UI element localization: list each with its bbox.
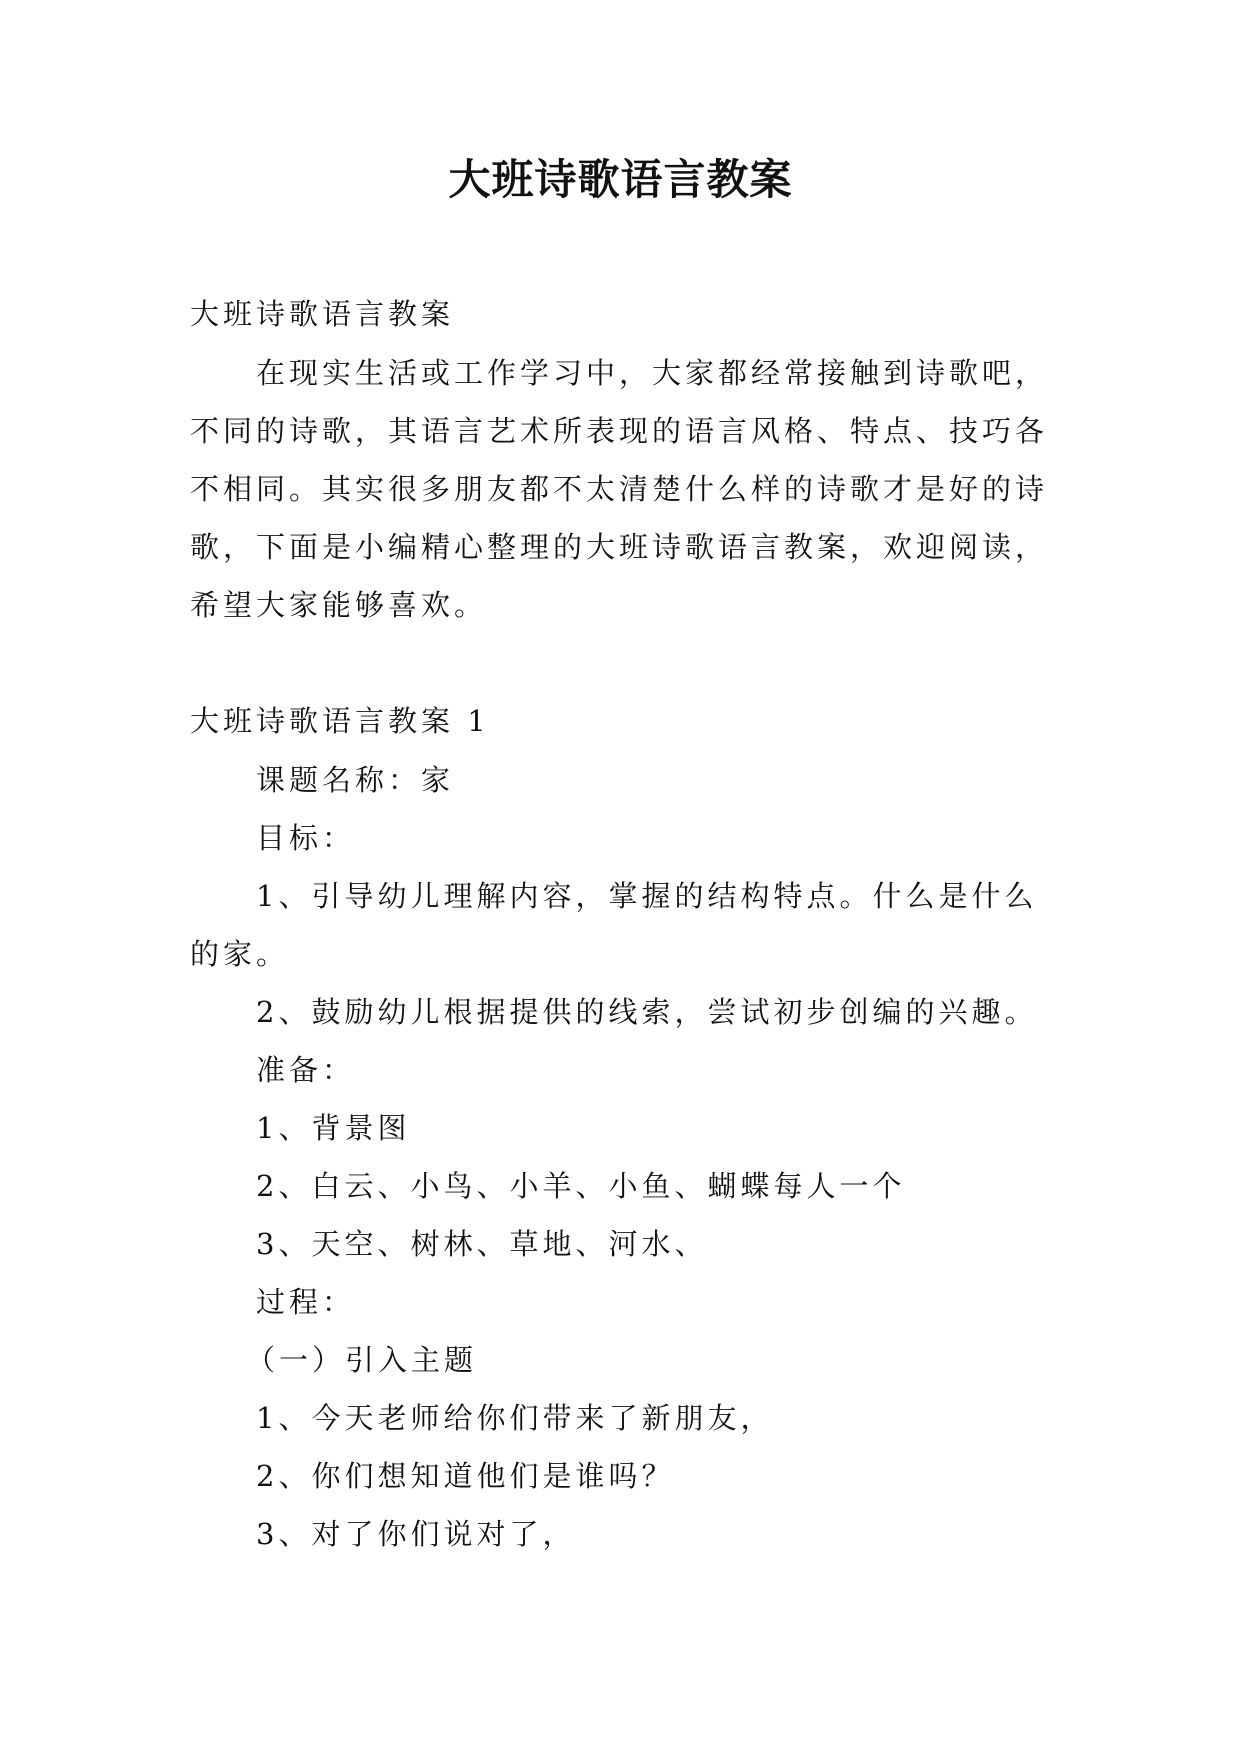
intro-line-1: 在现实生活或工作学习中，大家都经常接触到诗歌吧， (256, 356, 1049, 390)
goal-2: 2、鼓励幼儿根据提供的线索，尝试初步创编的兴趣。 (256, 995, 1038, 1029)
subtitle: 大班诗歌语言教案 (190, 297, 455, 331)
intro-line-2: 不同的诗歌，其语言艺术所表现的语言风格、特点、技巧各 (190, 414, 1049, 448)
goal-label: 目标： (256, 821, 356, 855)
goal-1-line-2: 的家。 (190, 937, 290, 971)
section-heading: 大班诗歌语言教案 1 (190, 704, 490, 738)
step-item-2: 2、你们想知道他们是谁吗？ (256, 1459, 675, 1493)
goal-1-line-1: 1、引导幼儿理解内容，掌握的结构特点。什么是什么 (256, 879, 1038, 913)
prep-item-1: 1、背景图 (256, 1111, 411, 1145)
intro-line-4: 歌，下面是小编精心整理的大班诗歌语言教案，欢迎阅读， (190, 530, 1049, 564)
prep-label: 准备： (256, 1053, 356, 1087)
document-title: 大班诗歌语言教案 (448, 155, 793, 204)
prep-item-3: 3、天空、树林、草地、河水、 (256, 1227, 708, 1261)
step-heading: （一）引入主题 (246, 1343, 478, 1377)
intro-line-5: 希望大家能够喜欢。 (190, 588, 488, 622)
process-label: 过程： (256, 1285, 356, 1319)
intro-line-3: 不相同。其实很多朋友都不太清楚什么样的诗歌才是好的诗 (190, 472, 1049, 506)
step-item-3: 3、对了你们说对了， (256, 1517, 576, 1551)
step-item-1: 1、今天老师给你们带来了新朋友， (256, 1401, 774, 1435)
topic-line: 课题名称：家 (256, 763, 455, 797)
prep-item-2: 2、白云、小鸟、小羊、小鱼、蝴蝶每人一个 (256, 1169, 906, 1203)
